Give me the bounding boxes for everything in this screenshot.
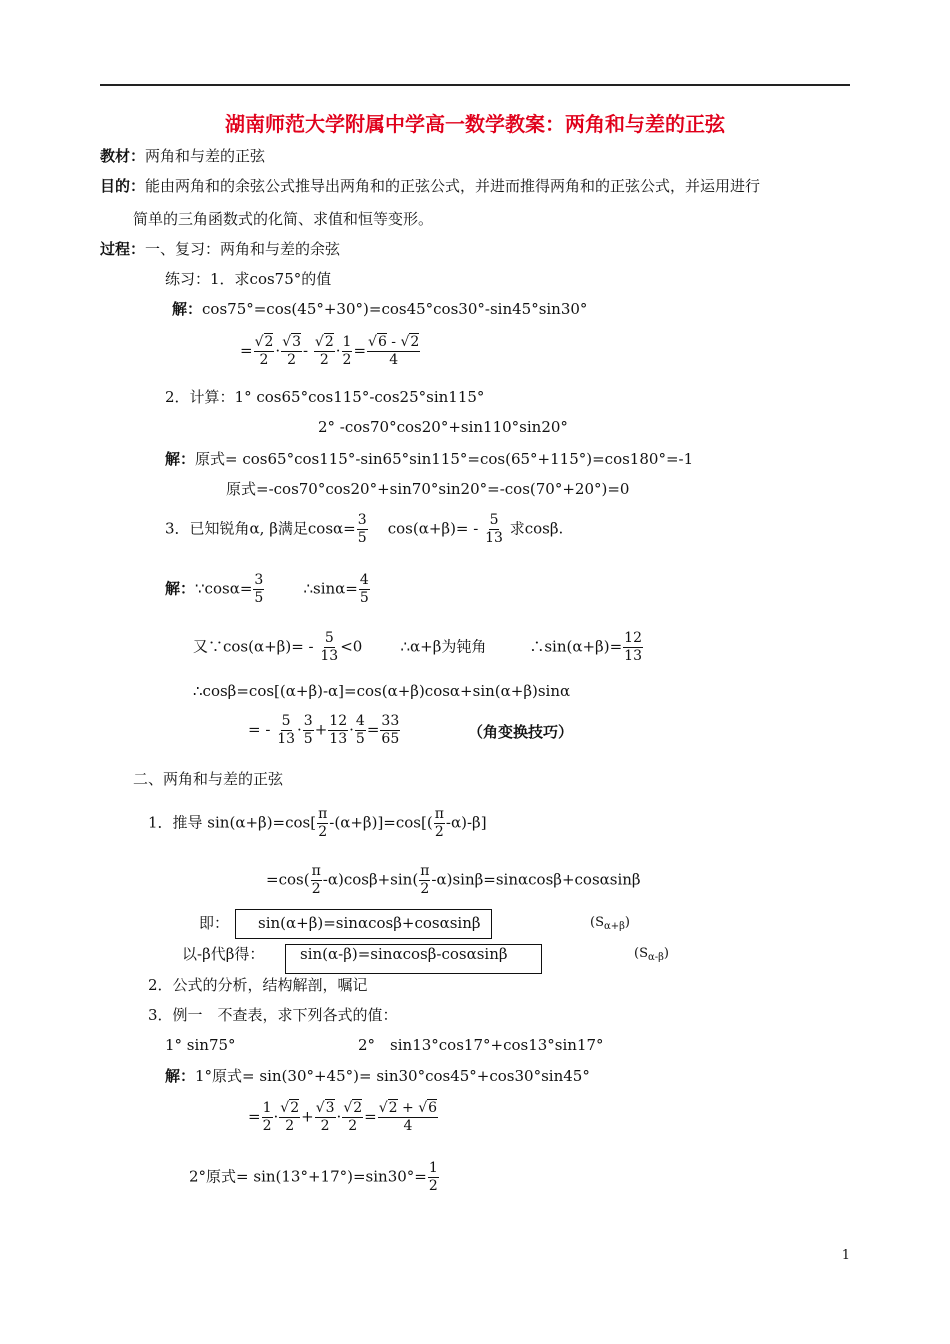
- formula-diff-tag: $(S_{\alpha-\beta})$: [634, 946, 669, 963]
- so-label: 即：: [199, 914, 230, 932]
- substitute-label: 以-β代β得：: [182, 945, 265, 963]
- review-solution-2b: 原式=-cos70°cos20°+sin70°sin20°=-cos(70°+20°)=0: [226, 480, 630, 498]
- review-solution-3c: ∴cosβ=cos[(α+β)-α]=cos(α+β)cosα+sin(α+β)sinα: [193, 682, 571, 700]
- process-label: 过程：: [100, 240, 146, 258]
- goal-label: 目的：: [100, 177, 146, 195]
- example-solution-1: [165, 1066, 590, 1086]
- page-number: 1: [841, 1248, 850, 1263]
- formula-sum-tag: $(S_{\alpha+\beta})$: [590, 915, 630, 932]
- review-exercise-2b: 2° -cos70°cos20°+sin110°sin20°: [318, 418, 568, 436]
- derive-label: 1．推导 sin(α+β)=cos[: [148, 813, 317, 832]
- review-solution-2a: [165, 449, 693, 469]
- solution-label: 解：: [165, 1067, 196, 1085]
- sol3-obtuse: ∴α+β为钝角: [400, 637, 487, 656]
- goal-text-1: 能由两角和的余弦公式推导出两角和的正弦公式，并进而推得两角和的正弦公式，并运用进行: [145, 177, 761, 195]
- page-title: 湖南师范大学附属中学高一数学教案：两角和与差的正弦: [225, 112, 725, 136]
- review-exercise-2a: 2．计算：1° cos65°cos115°-cos25°sin115°: [165, 388, 485, 406]
- example-solution-2-text: 2°原式= sin(13°+17°)=sin30°=: [189, 1167, 427, 1186]
- example-solution-2: 2°原式= sin(13°+17°)=sin30°= $\frac{1}{2}$: [189, 1160, 438, 1194]
- solution-1-result: = $\frac{√2}{2}$ · $\frac{√3}{2}$ - $\frac{√2}{2}$ · $\frac{1}{2}$ = $\frac{√6 - √2}{4}$: [240, 334, 420, 368]
- review-exercise-1: 练习：1．求cos75°的值: [165, 270, 332, 288]
- goal-line-1: [100, 176, 760, 196]
- solution-1-text: cos75°=cos(45°+30°)=cos45°cos30°-sin45°sin30°: [202, 300, 588, 318]
- review-solution-3b: 又∵cos(α+β)= - $\frac{5}{13}$ <0 ∴α+β为钝角 ∴sin(α+β)= $\frac{12}{13}$: [193, 630, 642, 664]
- example-solution-1-text: 1°原式= sin(30°+45°)= sin30°cos45°+cos30°sin45°: [195, 1067, 590, 1085]
- review-solution-3a: 解：∵cosα= $\frac{3}{5}$ ∴sinα= $\frac{4}{5}$: [165, 572, 369, 606]
- example-q1: 1° sin75°: [165, 1036, 236, 1054]
- tag-sum-s: S: [595, 915, 604, 930]
- solution-label: 解：: [165, 450, 196, 468]
- process-text: 一、复习：两角和与差的余弦: [145, 240, 341, 258]
- solution-label: 解：: [165, 579, 196, 598]
- derive-mid: -(α+β)]=cos[(: [329, 813, 433, 832]
- sol3-lt-zero: <0: [340, 637, 363, 656]
- review-solution-1: [172, 299, 587, 319]
- derive-end: -α)-β]: [445, 813, 487, 832]
- sol3-cos: ∵cosα=: [195, 579, 253, 598]
- tag-diff-sub: α-β: [647, 952, 664, 963]
- sol3-sin-sum: ∴sin(α+β)=: [529, 637, 623, 656]
- material-text: 两角和与差的正弦: [145, 147, 266, 165]
- material-label: 教材：: [100, 147, 146, 165]
- tag-sum-sub: α+β: [603, 921, 625, 932]
- derive-line2-c: -α)sinβ=sinαcosβ+cosαsinβ: [431, 870, 641, 889]
- sol3-sin: ∴sinα=: [303, 579, 358, 598]
- derivation-line-1: 1．推导 sin(α+β)=cos[ $\frac{\pi}{2}$ -(α+β)]=cos[( $\frac{\pi}{2}$ -α)-β]: [148, 806, 487, 840]
- item-3: 3．例一 不查表，求下列各式的值：: [148, 1006, 398, 1024]
- example-q2: 2° sin13°cos17°+cos13°sin17°: [358, 1036, 604, 1054]
- solution-label: 解：: [172, 300, 203, 318]
- ex3-text-c: 求cosβ.: [509, 519, 564, 538]
- review-exercise-3: 3．已知锐角α, β满足cosα= $\frac{3}{5}$ cos(α+β)= - $\frac{5}{13}$ 求cosβ.: [165, 512, 564, 546]
- derive-line2-b: -α)cosβ+sin(: [322, 870, 419, 889]
- formula-sum: sin(α+β)=sinαcosβ+cosαsinβ: [258, 914, 481, 932]
- ex3-text-a: 3．已知锐角α, β满足cosα=: [165, 519, 356, 538]
- review-solution-3d: = - $\frac{5}{13}$ · $\frac{3}{5}$ + $\frac{12}{13}$ · $\frac{4}{5}$ = $\frac{33}{65}$: [248, 713, 400, 747]
- material-line: [100, 146, 265, 166]
- sol3-again: 又∵cos(α+β)=: [193, 637, 304, 656]
- derive-line2-a: =cos(: [266, 870, 310, 889]
- example-solution-1-result: = $\frac{1}{2}$ · $\frac{√2}{2}$ + $\frac{√3}{2}$ · $\frac{√2}{2}$ = $\frac{√2 + √6}{4}$: [248, 1100, 438, 1134]
- solution-2a-text: 原式= cos65°cos115°-sin65°sin115°=cos(65°+115°)=cos180°=-1: [195, 450, 694, 468]
- tag-diff-s: S: [639, 946, 648, 961]
- goal-text-2: 简单的三角函数式的化简、求值和恒等变形。: [133, 210, 434, 228]
- formula-diff: sin(α-β)=sinαcosβ-cosαsinβ: [300, 945, 508, 963]
- section-2-heading: 二、两角和与差的正弦: [133, 770, 284, 788]
- angle-transform-tip: （角变换技巧）: [468, 723, 574, 741]
- process-line: [100, 239, 340, 259]
- ex3-text-b: cos(α+β)=: [387, 519, 469, 538]
- header-rule: [100, 84, 850, 86]
- item-2: 2．公式的分析，结构解剖，嘱记: [148, 976, 368, 994]
- derivation-line-2: =cos( $\frac{\pi}{2}$ -α)cosβ+sin( $\frac{\pi}{2}$ -α)sinβ=sinαcosβ+cosαsinβ: [266, 863, 641, 897]
